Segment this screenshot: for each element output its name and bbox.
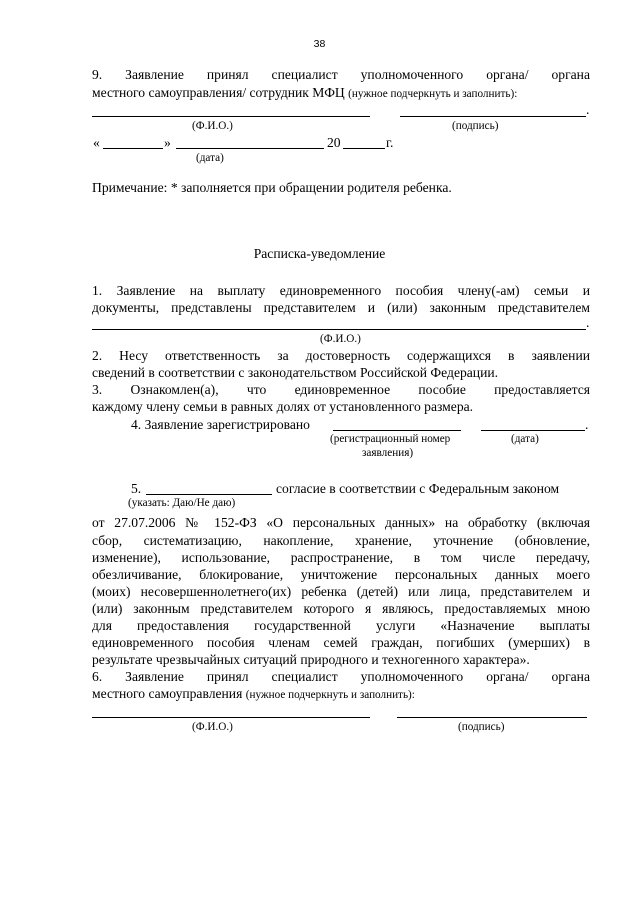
receipt-p5-tail: согласие в соответствии с Федеральным законом (276, 481, 560, 496)
item9-year-prefix: 20 (327, 135, 341, 150)
receipt-p6-sign-line (397, 717, 587, 718)
page-number: 38 (313, 38, 326, 50)
receipt-p6-fio-line (92, 717, 370, 718)
receipt-p6-line2-hint: (нужное подчеркнуть и заполнить): (245, 689, 415, 701)
receipt-p1-period: . (586, 315, 590, 330)
item9-line2-hint: (нужное подчеркнуть и заполнить): (348, 88, 518, 100)
item9-fio-line (92, 116, 370, 117)
item9-line2 (92, 84, 517, 103)
item9-date-caption: (дата) (196, 152, 224, 164)
receipt-p5-consent-line (146, 494, 272, 495)
receipt-p5-line: (или) законным представителем которого я являюсь, предоставляемых мною (92, 601, 590, 616)
receipt-p4-reg-line (333, 430, 461, 431)
note-text: Примечание: * заполняется при обращении родителя ребенка. (92, 180, 452, 195)
receipt-p6-line2 (92, 685, 415, 704)
item9-period: . (586, 102, 590, 117)
item9-line2-text: местного самоуправления/ сотрудник МФЦ (92, 85, 349, 100)
receipt-p6-sign-caption: (подпись) (458, 721, 505, 733)
receipt-p4-period: . (585, 417, 589, 432)
receipt-p1-line1: 1. Заявление на выплату единовременного пособия члену(-ам) семьи и (92, 283, 590, 298)
item9-month-line (176, 148, 324, 149)
receipt-p5-line: от 27.07.2006 № 152-ФЗ «О персональных данных» на обработку (включая (92, 515, 590, 530)
receipt-p1-fio-caption: (Ф.И.О.) (320, 333, 361, 345)
item9-sign-line (400, 116, 586, 117)
receipt-p5-line: единовременного пособия членам семей граждан, погибших (умерших) в (92, 635, 590, 650)
item9-date-close: » (164, 135, 171, 150)
receipt-p2-line1: 2. Несу ответственность за достоверность содержащихся в заявлении (92, 348, 590, 363)
receipt-p5-line: (моих) несовершеннолетнего(их) ребенка (детей) или лица, представителем и (92, 584, 590, 599)
receipt-p5-line: обезличивание, блокирование, уничтожение персональных данных моего (92, 567, 590, 582)
receipt-p5-line: сбор, систематизацию, накопление, хранение, уточнение (обновление, (92, 533, 590, 548)
receipt-p4-date-line (481, 430, 585, 431)
receipt-p5-number: 5. (131, 481, 142, 496)
receipt-p6-line1: 6. Заявление принял специалист уполномоченного органа/ органа (92, 669, 590, 684)
receipt-p6-fio-caption: (Ф.И.О.) (192, 721, 233, 733)
receipt-p4-reg-caption-2: заявления) (362, 447, 414, 459)
receipt-p4-date-caption: (дата) (511, 433, 539, 445)
receipt-p3-line2: каждому члену семьи в равных долях от установленного размера. (92, 399, 474, 414)
item9-sign-caption: (подпись) (452, 120, 499, 132)
receipt-p1-fio-line (92, 329, 586, 330)
receipt-p5-hint: (указать: Даю/Не даю) (128, 497, 236, 509)
receipt-p4-text: 4. Заявление зарегистрировано (131, 417, 310, 432)
receipt-p2-line2: сведений в соответствии с законодательством Российской Федерации. (92, 365, 499, 380)
item9-year-line (343, 148, 385, 149)
receipt-p1-line2: документы, представлены представителем и (или) законным представителем (92, 300, 590, 315)
item9-day-line (103, 148, 163, 149)
item9-line1: 9. Заявление принял специалист уполномоченного органа/ органа (92, 67, 590, 82)
receipt-p3-line1: 3. Ознакомлен(а), что единовременное пособие предоставляется (92, 382, 590, 397)
item9-fio-caption: (Ф.И.О.) (192, 120, 233, 132)
receipt-p4-reg-caption-1: (регистрационный номер (330, 433, 451, 445)
receipt-title: Расписка-уведомление (253, 246, 386, 261)
receipt-p5-line: изменение), использование, распространение, в том числе передачу, (92, 550, 590, 565)
receipt-p5-last-line: результате чрезвычайных ситуаций природного и техногенного характера». (92, 652, 530, 667)
receipt-p6-line2-text: местного самоуправления (92, 686, 246, 701)
item9-year-suffix: г. (386, 135, 394, 150)
receipt-p5-line: для предоставления государственной услуги «Назначение выплаты (92, 618, 590, 633)
item9-date-open: « (93, 135, 100, 150)
